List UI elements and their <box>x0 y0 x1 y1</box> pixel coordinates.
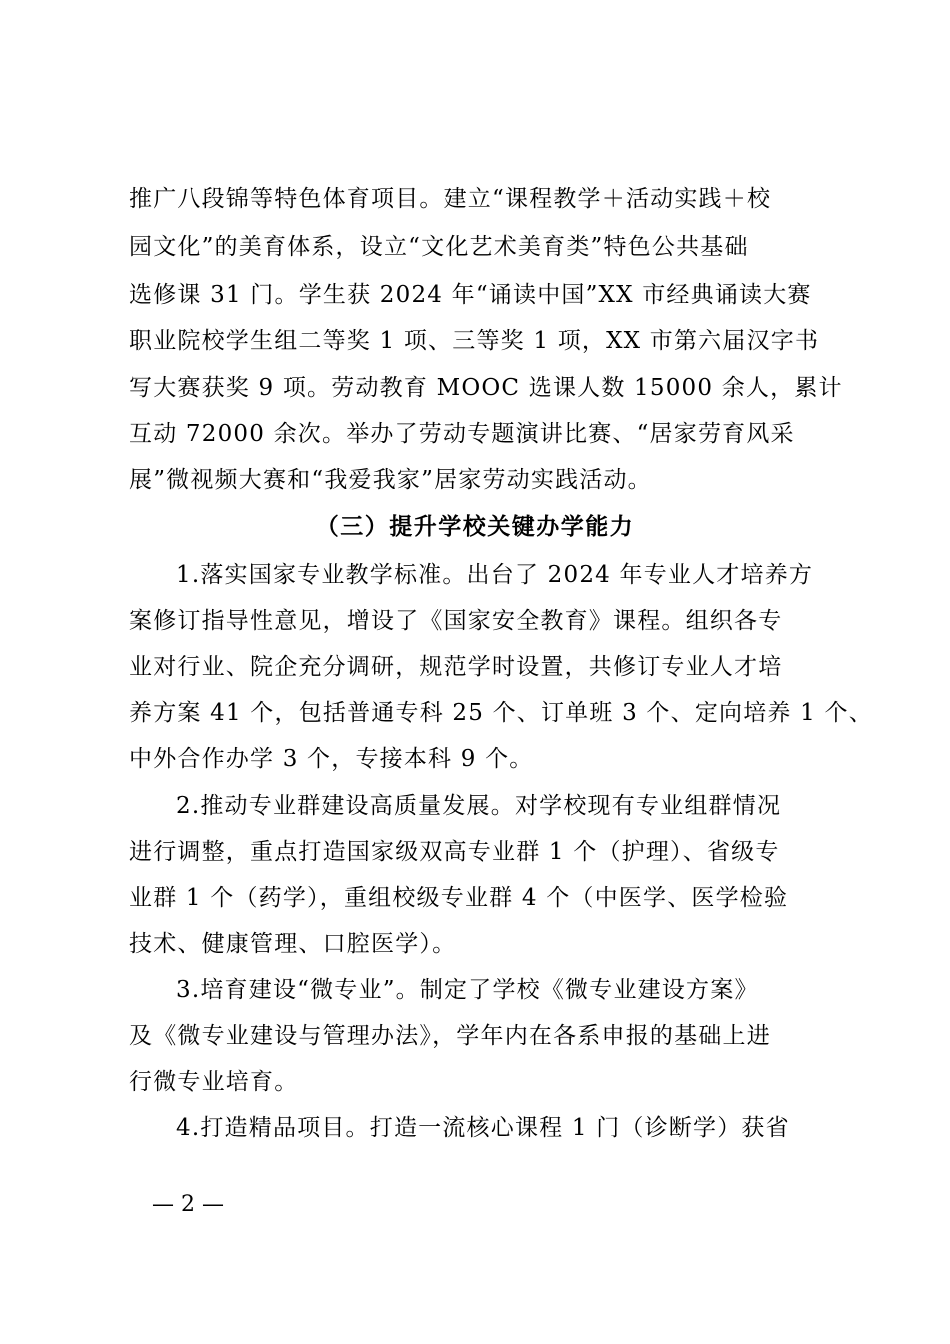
item1-line: 案修订指导性意见，增设了《国家安全教育》课程。组织各专 <box>129 608 783 634</box>
item4-line: 4.打造精品项目。打造一流核心课程 1 门（诊断学）获省 <box>176 1115 790 1141</box>
item1-line: 养方案 41 个，包括普通专科 25 个、订单班 3 个、定向培养 1 个、 <box>129 700 873 726</box>
paragraph-line: 写大赛获奖 9 项。劳动教育 MOOC 选课人数 15000 余人，累计 <box>129 375 843 401</box>
paragraph-line: 推广八段锦等特色体育项目。建立“课程教学＋活动实践＋校 <box>129 186 772 212</box>
paragraph-line: 展”微视频大赛和“我爱我家”居家劳动实践活动。 <box>129 467 652 493</box>
paragraph-line: 选修课 31 门。学生获 2024 年“诵读中国”XX 市经典诵读大赛 <box>129 282 812 308</box>
item1-line: 1.落实国家专业教学标准。出台了 2024 年专业人才培养方 <box>176 562 814 588</box>
item2-line: 业群 1 个（药学），重组校级专业群 4 个（中医学、医学检验 <box>129 885 789 911</box>
paragraph-line: 园文化”的美育体系，设立“文化艺术美育类”特色公共基础 <box>129 234 749 260</box>
paragraph-line: 职业院校学生组二等奖 1 项、三等奖 1 项，XX 市第六届汉字书 <box>129 328 820 354</box>
item2-line: 2.推动专业群建设高质量发展。对学校现有专业组群情况 <box>176 793 782 819</box>
item2-line: 技术、健康管理、口腔医学）。 <box>129 931 457 957</box>
item3-line: 及《微专业建设与管理办法》，学年内在各系申报的基础上进 <box>129 1023 771 1049</box>
item3-line: 3.培育建设“微专业”。制定了学校《微专业建设方案》 <box>176 977 759 1003</box>
page-number: — 2 — <box>152 1192 224 1217</box>
item1-line: 业对行业、院企充分调研，规范学时设置，共修订专业人才培 <box>129 654 783 680</box>
paragraph-line: 互动 72000 余次。举办了劳动专题演讲比赛、“居家劳育风采 <box>129 421 795 447</box>
item1-line: 中外合作办学 3 个，专接本科 9 个。 <box>129 746 534 772</box>
item3-line: 行微专业培育。 <box>129 1069 299 1095</box>
section-heading: （三）提升学校关键办学能力 <box>315 513 635 540</box>
item2-line: 进行调整，重点打造国家级双高专业群 1 个（护理）、省级专 <box>129 839 780 865</box>
